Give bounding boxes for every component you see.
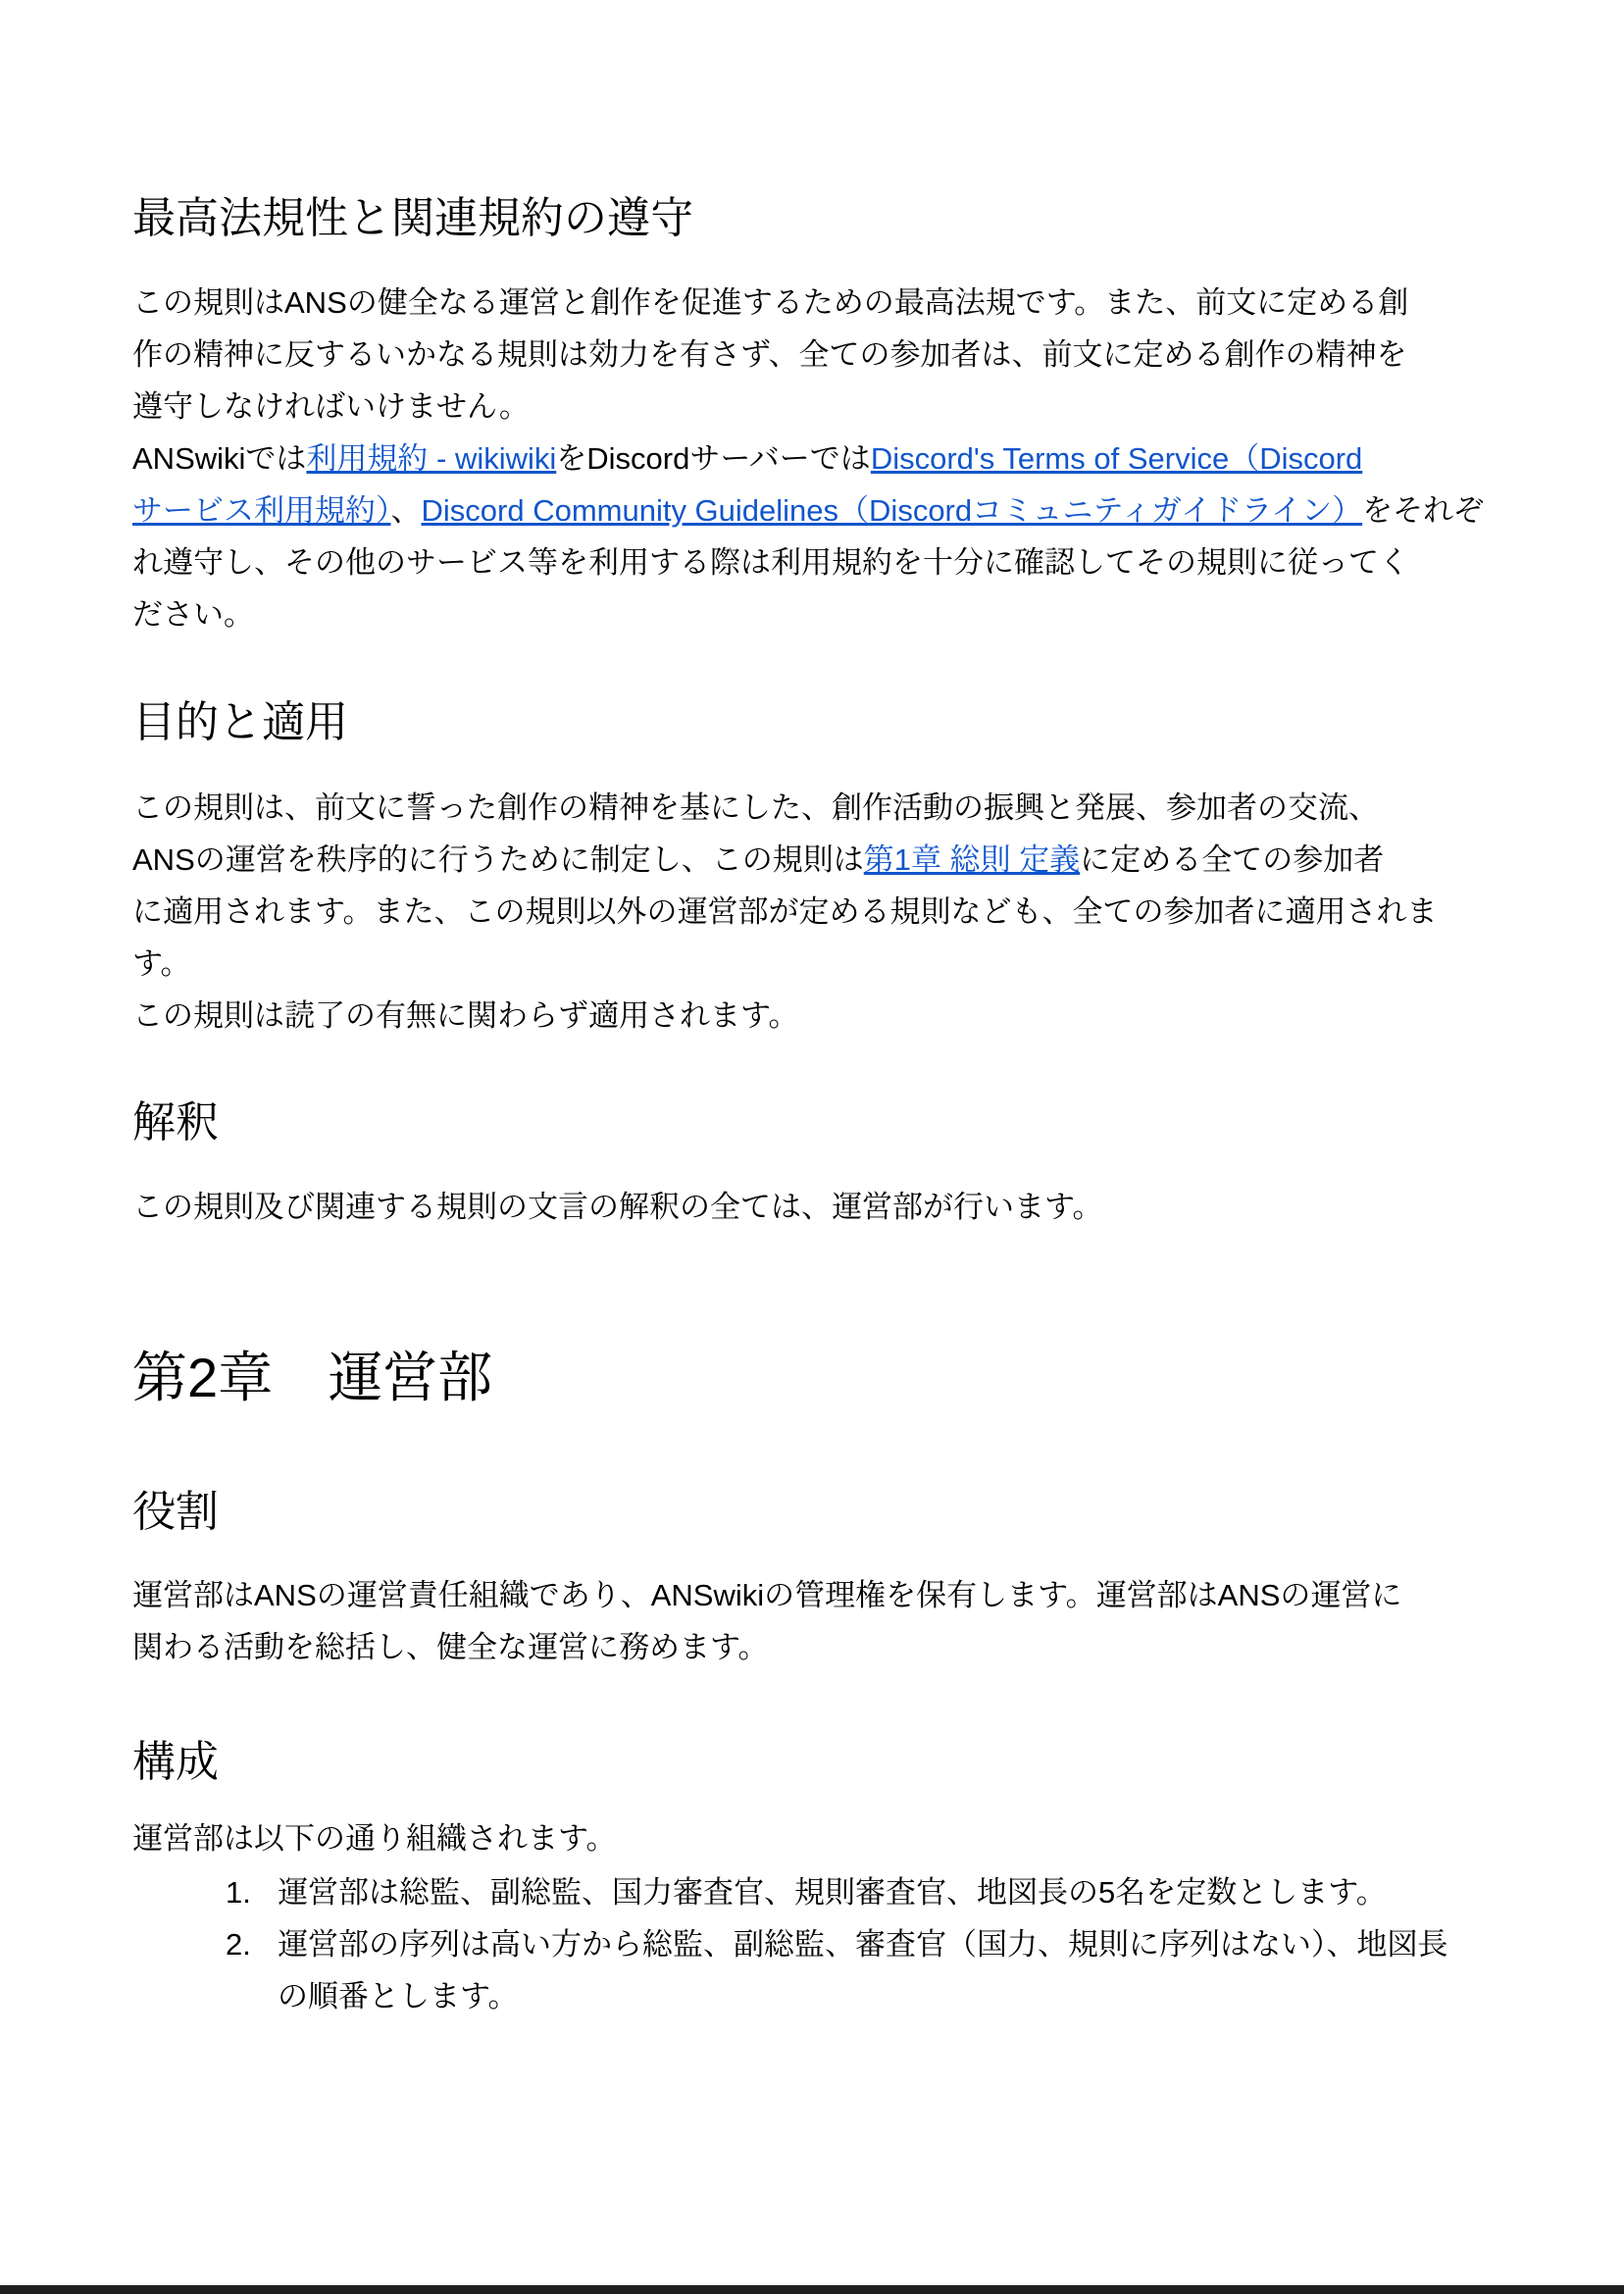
text-run: ANSwikiでは xyxy=(132,441,307,476)
text-line xyxy=(132,990,1491,1042)
heading-supremacy: 最高法規性と関連規約の遵守 xyxy=(132,194,693,242)
list-item-text xyxy=(278,1918,1491,2022)
text-line xyxy=(132,1621,1491,1673)
text-line xyxy=(132,588,1491,640)
list-item xyxy=(132,1866,1491,1918)
text-line xyxy=(132,1812,1491,1864)
text-run: の順番とします。 xyxy=(278,1979,519,2014)
text-line xyxy=(132,1569,1491,1621)
text-line xyxy=(132,484,1491,536)
text-line xyxy=(132,329,1491,381)
link-chapter1-definitions[interactable]: 第1章 総則 定義 xyxy=(863,842,1081,877)
list-item xyxy=(132,1918,1491,2022)
text-line xyxy=(278,1970,1491,2022)
text-run: れ遵守し、その他のサービス等を利用する際は利用規約を十分に確認してその規則に従ってく xyxy=(132,545,1409,580)
text-run: 運営部の序列は高い方から総監、副総監、審査官（国力、規則に序列はない）、地図長 xyxy=(278,1927,1448,1962)
text-line xyxy=(132,1181,1491,1233)
text-run: す。 xyxy=(132,946,191,981)
paragraph-purpose xyxy=(132,782,1491,1042)
text-run: この規則及び関連する規則の文言の解釈の全ては、運営部が行います。 xyxy=(132,1190,1103,1224)
list-item-text xyxy=(278,1866,1491,1918)
text-run: 関わる活動を総括し、健全な運営に務めます。 xyxy=(132,1630,769,1664)
text-line xyxy=(132,782,1491,834)
text-run: ださい。 xyxy=(132,597,254,632)
text-run: ANSの運営を秩序的に行うために制定し、この規則は xyxy=(132,842,864,877)
page-break-bar xyxy=(0,2285,1624,2294)
text-run: この規則は読了の有無に関わらず適用されます。 xyxy=(132,998,799,1033)
list-number: 1. xyxy=(226,1875,251,1910)
text-run: 運営部は以下の通り組織されます。 xyxy=(132,1821,617,1856)
link-discord-tos-cont[interactable]: サービス利用規約） xyxy=(132,493,391,528)
heading-composition: 構成 xyxy=(132,1738,219,1786)
text-line xyxy=(132,277,1491,329)
link-wikiwiki-terms[interactable]: 利用規約 - wikiwiki xyxy=(306,441,557,476)
text-run: 運営部は総監、副総監、国力審査官、規則審査官、地図長の5名を定数とします。 xyxy=(278,1875,1387,1910)
heading-purpose: 目的と適用 xyxy=(132,698,348,746)
paragraph-role xyxy=(132,1569,1491,1673)
text-line xyxy=(132,536,1491,588)
text-run: 遵守しなければいけません。 xyxy=(132,389,530,424)
text-line xyxy=(132,834,1491,886)
text-line xyxy=(132,938,1491,990)
text-run: この規則はANSの健全なる運営と創作を促進するための最高法規です。また、前文に定める創 xyxy=(132,285,1409,320)
text-run: に適用されます。また、この規則以外の運営部が定める規則なども、全ての参加者に適用されま xyxy=(132,894,1438,929)
link-discord-community-guidelines[interactable]: Discord Community Guidelines（Discordコミュニティガイドライン） xyxy=(421,493,1363,528)
heading-chapter-2: 第2章 運営部 xyxy=(132,1347,493,1408)
heading-role: 役割 xyxy=(132,1488,219,1536)
paragraph-composition-intro xyxy=(132,1812,1491,1864)
text-run: 、 xyxy=(390,493,422,528)
text-run: をそれぞ xyxy=(1362,493,1485,528)
list-number: 2. xyxy=(226,1927,251,1962)
text-run: この規則は、前文に誓った創作の精神を基にした、創作活動の振興と発展、参加者の交流、 xyxy=(132,790,1379,825)
link-discord-tos[interactable]: Discord's Terms of Service（Discord xyxy=(870,441,1363,476)
text-line xyxy=(278,1866,1491,1918)
text-line xyxy=(132,381,1491,433)
text-line xyxy=(278,1918,1491,1970)
text-line xyxy=(132,433,1491,484)
text-run: に定める全ての参加者 xyxy=(1080,842,1385,877)
paragraph-interpretation xyxy=(132,1181,1491,1233)
text-run: をDiscordサーバーでは xyxy=(556,441,871,476)
text-line xyxy=(132,886,1491,938)
text-run: 作の精神に反するいかなる規則は効力を有さず、全ての参加者は、前文に定める創作の精神を xyxy=(132,337,1407,372)
text-run: 運営部はANSの運営責任組織であり、ANSwikiの管理権を保有します。運営部はANSの運営に xyxy=(132,1578,1402,1612)
composition-ordered-list xyxy=(132,1866,1491,2022)
paragraph-supremacy xyxy=(132,277,1491,640)
heading-interpretation: 解釈 xyxy=(132,1098,219,1147)
